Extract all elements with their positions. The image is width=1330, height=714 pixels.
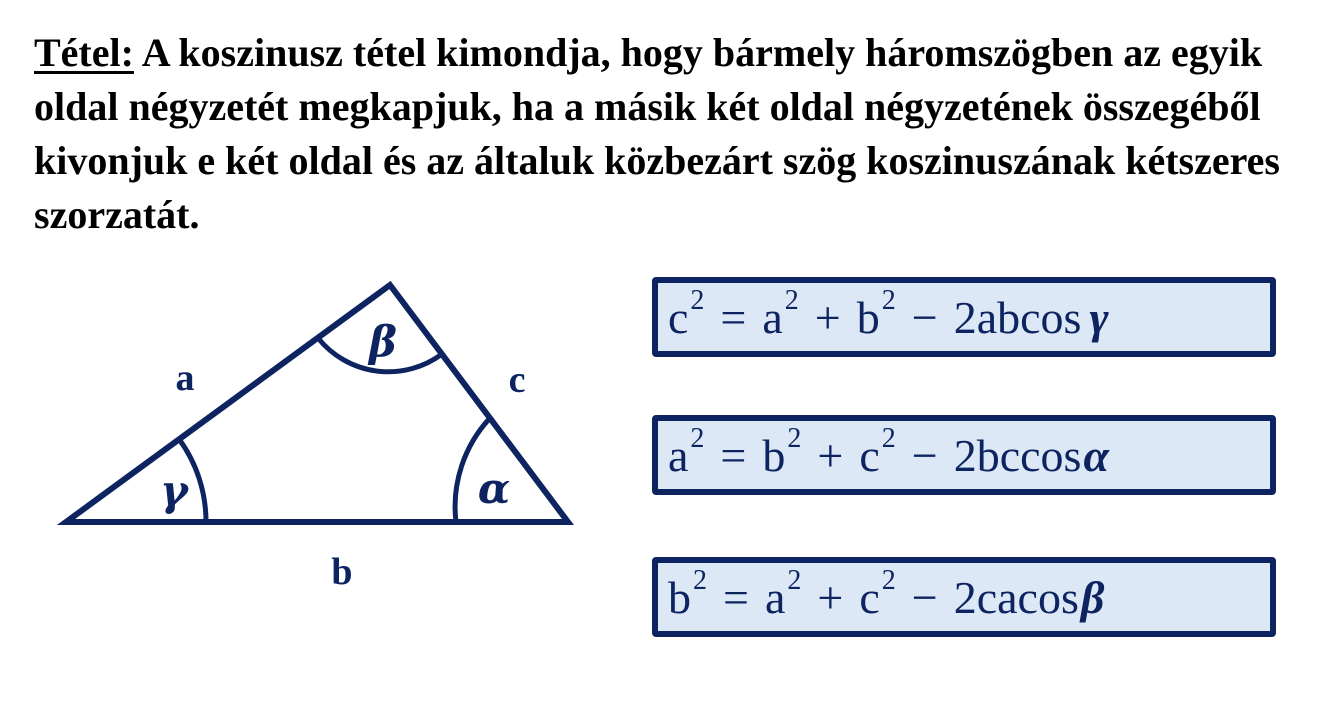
- formula-term-1: a: [764, 571, 786, 623]
- formula-cos-term: 2abcos: [953, 291, 1082, 343]
- formula-term-2-exponent: 2: [881, 423, 896, 454]
- formula-angle-beta: β: [1080, 571, 1105, 623]
- formula-minus: −: [911, 571, 938, 623]
- formula-minus: −: [911, 291, 938, 343]
- theorem-text: A koszinusz tétel kimondja, hogy bármely háromszögben az egyik oldal négyzetét megkapjuk, ha a másik két oldal négyzetének összegéből kivonjuk e két oldal és az általuk közbezárt szög koszinuszának kétszeres szorzatát.: [34, 30, 1280, 237]
- formula-term-1: b: [762, 429, 786, 481]
- formula-lhs-exponent: 2: [690, 285, 705, 316]
- formula-lhs: c: [668, 291, 689, 343]
- formula-term-1: a: [762, 291, 783, 343]
- angle-alpha-label: α: [477, 464, 511, 513]
- formula-lhs: a: [668, 429, 689, 481]
- theorem-lead: Tétel:: [34, 30, 134, 75]
- side-c-label: c: [508, 359, 526, 401]
- formula-term-2-exponent: 2: [881, 565, 896, 596]
- side-b-label: b: [331, 551, 353, 593]
- formula-term-2: c: [859, 429, 880, 481]
- formula-equals: =: [723, 571, 749, 623]
- side-a-label: a: [175, 357, 195, 399]
- formula-b-squared: [652, 557, 1276, 637]
- formula-equals: =: [720, 291, 747, 343]
- formula-term-2: c: [859, 571, 880, 623]
- formula-cos-term: 2cacos: [953, 571, 1079, 623]
- formula-term-2-exponent: 2: [881, 285, 896, 316]
- formula-term-1-exponent: 2: [787, 423, 802, 454]
- formula-a-squared: [652, 415, 1276, 495]
- formula-term-2: b: [856, 291, 880, 343]
- formula-cos-term: 2bccos: [953, 429, 1082, 481]
- formula-plus: +: [817, 429, 844, 481]
- formula-angle-alpha: α: [1083, 429, 1109, 481]
- formula-c-squared: [652, 277, 1276, 357]
- angle-gamma-label: γ: [160, 466, 188, 515]
- formula-lhs: b: [668, 571, 691, 623]
- angle-beta-label: β: [369, 317, 397, 366]
- formula-plus: +: [817, 571, 844, 623]
- formula-equals: =: [720, 429, 747, 481]
- formula-term-1-exponent: 2: [784, 285, 799, 316]
- formula-term-1-exponent: 2: [787, 565, 802, 596]
- formula-angle-gamma: γ: [1089, 291, 1109, 343]
- formula-lhs-exponent: 2: [693, 565, 707, 596]
- formula-plus: +: [814, 291, 841, 343]
- formula-lhs-exponent: 2: [690, 423, 705, 454]
- formula-minus: −: [911, 429, 938, 481]
